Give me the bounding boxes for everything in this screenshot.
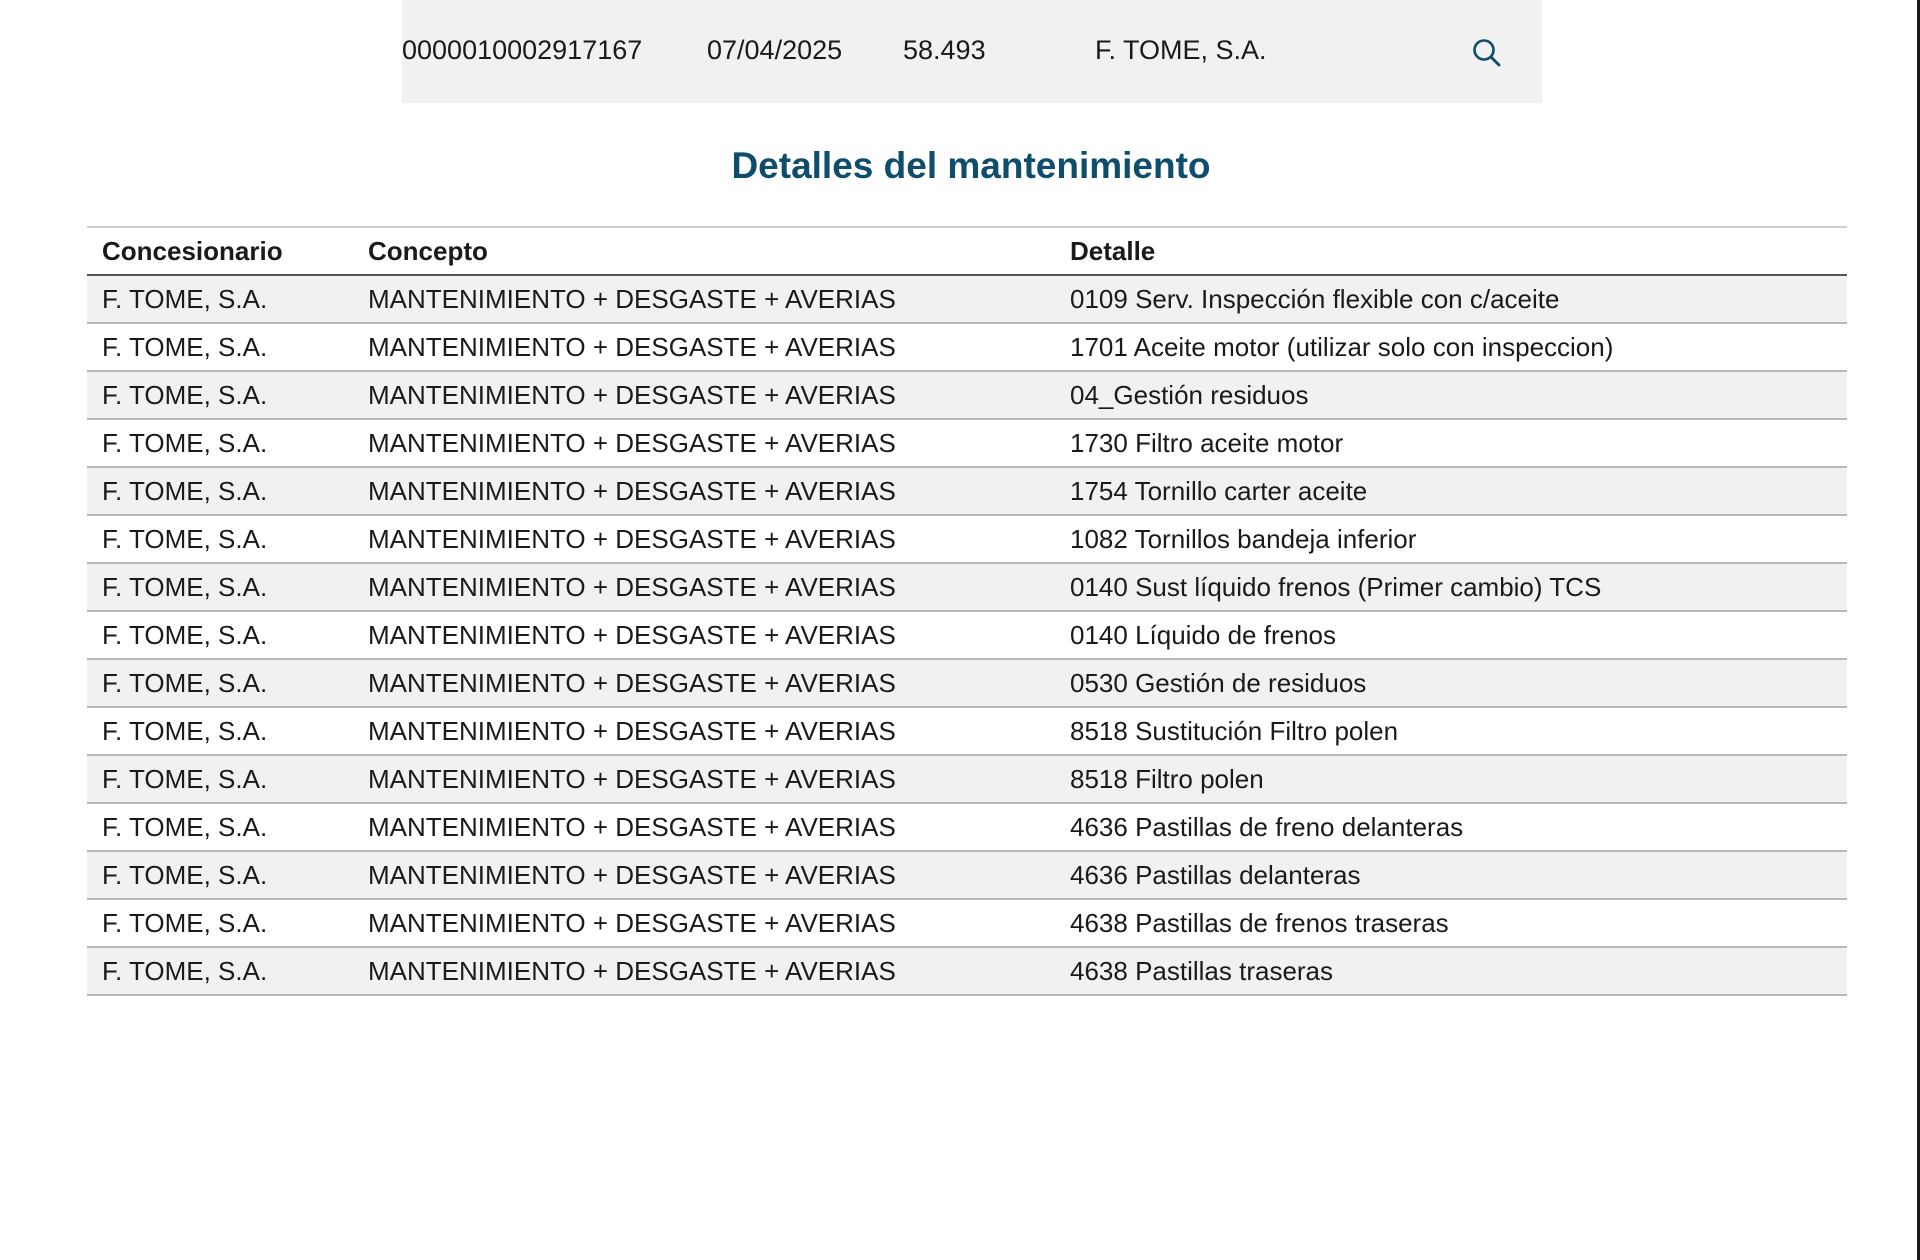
cell-detalle: 0530 Gestión de residuos [1055,659,1847,707]
cell-concesionario: F. TOME, S.A. [87,947,353,995]
table-row [87,659,1847,707]
cell-concepto: MANTENIMIENTO + DESGASTE + AVERIAS [353,275,1055,323]
table-header-row [87,227,1847,275]
table-row [87,563,1847,611]
search-icon[interactable] [1470,36,1504,70]
table-row [87,755,1847,803]
cell-concesionario: F. TOME, S.A. [87,323,353,371]
cell-detalle: 8518 Sustitución Filtro polen [1055,707,1847,755]
cell-detalle: 0140 Sust líquido frenos (Primer cambio) TCS [1055,563,1847,611]
cell-concesionario: F. TOME, S.A. [87,707,353,755]
cell-detalle: 04_Gestión residuos [1055,371,1847,419]
column-header-concepto: Concepto [353,227,1055,275]
cell-concesionario: F. TOME, S.A. [87,899,353,947]
cell-concepto: MANTENIMIENTO + DESGASTE + AVERIAS [353,467,1055,515]
cell-concepto: MANTENIMIENTO + DESGASTE + AVERIAS [353,563,1055,611]
cell-detalle: 1730 Filtro aceite motor [1055,419,1847,467]
cell-detalle: 4636 Pastillas de freno delanteras [1055,803,1847,851]
cell-concepto: MANTENIMIENTO + DESGASTE + AVERIAS [353,515,1055,563]
summary-dealer: F. TOME, S.A. [1095,35,1267,65]
section-title: Detalles del mantenimiento [731,145,1211,186]
cell-concesionario: F. TOME, S.A. [87,611,353,659]
cell-concesionario: F. TOME, S.A. [87,467,353,515]
cell-concesionario: F. TOME, S.A. [87,851,353,899]
cell-concepto: MANTENIMIENTO + DESGASTE + AVERIAS [353,755,1055,803]
table-row [87,371,1847,419]
cell-concesionario: F. TOME, S.A. [87,419,353,467]
cell-concepto: MANTENIMIENTO + DESGASTE + AVERIAS [353,419,1055,467]
table-row [87,851,1847,899]
table-row [87,323,1847,371]
table-row [87,275,1847,323]
table-row [87,803,1847,851]
table-body [87,275,1847,995]
cell-concepto: MANTENIMIENTO + DESGASTE + AVERIAS [353,323,1055,371]
cell-concepto: MANTENIMIENTO + DESGASTE + AVERIAS [353,851,1055,899]
cell-concesionario: F. TOME, S.A. [87,659,353,707]
cell-concesionario: F. TOME, S.A. [87,371,353,419]
table-row [87,899,1847,947]
cell-detalle: 1754 Tornillo carter aceite [1055,467,1847,515]
cell-concesionario: F. TOME, S.A. [87,563,353,611]
table-row [87,947,1847,995]
summary-date: 07/04/2025 [707,35,843,65]
cell-concesionario: F. TOME, S.A. [87,755,353,803]
column-header-detalle: Detalle [1055,227,1847,275]
table-row [87,707,1847,755]
maintenance-summary-row [402,0,1542,103]
cell-concepto: MANTENIMIENTO + DESGASTE + AVERIAS [353,803,1055,851]
cell-concepto: MANTENIMIENTO + DESGASTE + AVERIAS [353,371,1055,419]
cell-detalle: 4638 Pastillas traseras [1055,947,1847,995]
cell-concesionario: F. TOME, S.A. [87,515,353,563]
table-row [87,515,1847,563]
cell-detalle: 8518 Filtro polen [1055,755,1847,803]
cell-concepto: MANTENIMIENTO + DESGASTE + AVERIAS [353,611,1055,659]
cell-detalle: 1701 Aceite motor (utilizar solo con inspeccion) [1055,323,1847,371]
cell-concepto: MANTENIMIENTO + DESGASTE + AVERIAS [353,659,1055,707]
cell-detalle: 4636 Pastillas delanteras [1055,851,1847,899]
column-header-concesionario: Concesionario [87,227,353,275]
cell-detalle: 1082 Tornillos bandeja inferior [1055,515,1847,563]
table-row [87,467,1847,515]
cell-concepto: MANTENIMIENTO + DESGASTE + AVERIAS [353,947,1055,995]
cell-detalle: 0109 Serv. Inspección flexible con c/aceite [1055,275,1847,323]
summary-id: 0000010002917167 [402,35,643,65]
maintenance-details-table [87,226,1847,996]
cell-detalle: 0140 Líquido de frenos [1055,611,1847,659]
table-row [87,419,1847,467]
cell-detalle: 4638 Pastillas de frenos traseras [1055,899,1847,947]
cell-concepto: MANTENIMIENTO + DESGASTE + AVERIAS [353,707,1055,755]
summary-km: 58.493 [903,35,986,65]
cell-concesionario: F. TOME, S.A. [87,803,353,851]
table-row [87,611,1847,659]
cell-concesionario: F. TOME, S.A. [87,275,353,323]
cell-concepto: MANTENIMIENTO + DESGASTE + AVERIAS [353,899,1055,947]
